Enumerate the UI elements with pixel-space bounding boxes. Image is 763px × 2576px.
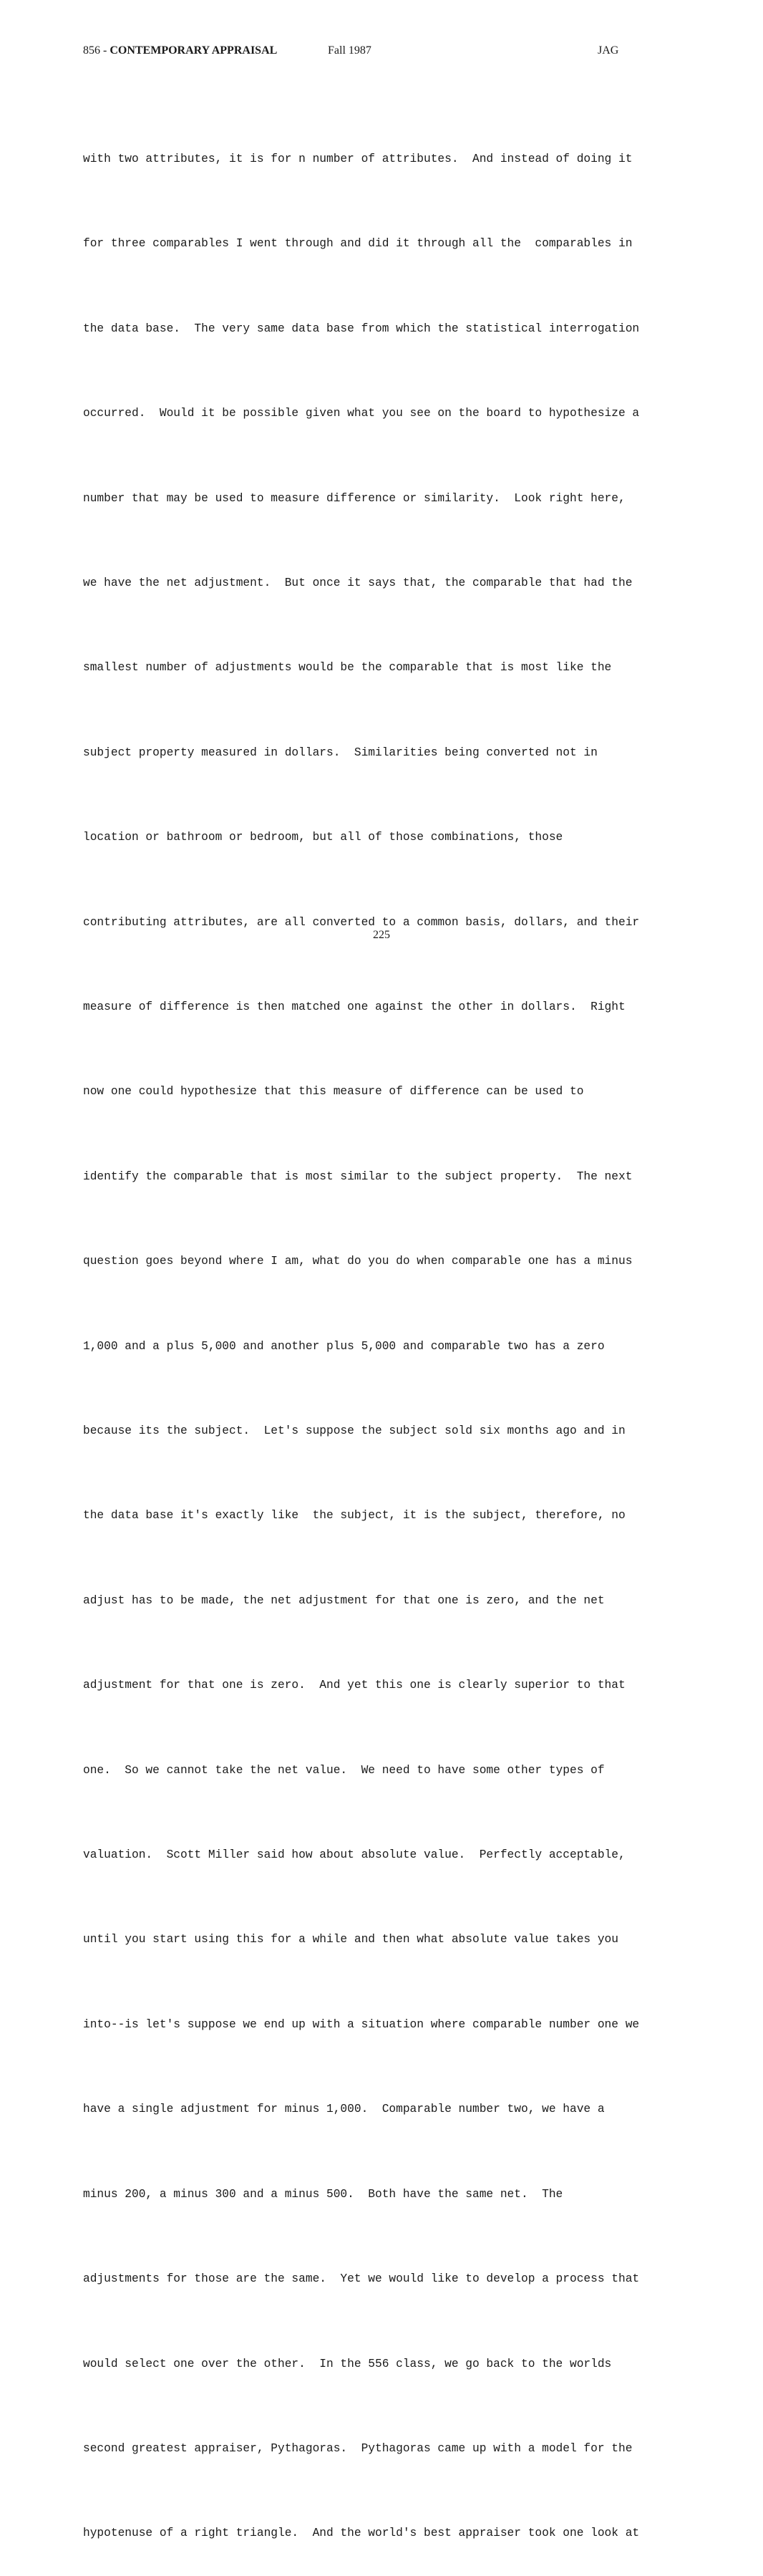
body-line: number that may be used to measure difference or similarity. Look right here, xyxy=(83,491,626,505)
body-line: now one could hypothesize that this measure of difference can be used to xyxy=(83,1085,584,1099)
body-line: hypotenuse of a right triangle. And the world's best appraiser took one look at xyxy=(83,2527,640,2540)
body-line: identify the comparable that is most similar to the subject property. The next xyxy=(83,1169,633,1183)
page-header xyxy=(83,44,627,60)
course-heading xyxy=(83,44,277,57)
body-line: subject property measured in dollars. Similarities being converted not in xyxy=(83,746,598,759)
transcript-body xyxy=(83,89,713,2576)
body-line: valuation. Scott Miller said how about absolute value. Perfectly acceptable, xyxy=(83,1848,626,1862)
body-line: adjustment for that one is zero. And yet this one is clearly superior to that xyxy=(83,1679,626,1692)
body-line: we have the net adjustment. But once it says that, the comparable that had the xyxy=(83,576,633,589)
body-line: because its the subject. Let's suppose the subject sold six months ago and in xyxy=(83,1424,626,1438)
body-line: the data base it's exactly like the subject, it is the subject, therefore, no xyxy=(83,1509,626,1523)
body-line: one. So we cannot take the net value. We need to have some other types of xyxy=(83,1763,605,1777)
body-line: contributing attributes, are all converted to a common basis, dollars, and their xyxy=(83,915,640,929)
body-line: smallest number of adjustments would be the comparable that is most like the xyxy=(83,661,612,675)
body-line: would select one over the other. In the 556 class, we go back to the worlds xyxy=(83,2357,612,2370)
body-line: occurred. Would it be possible given what you see on the board to hypothesize a xyxy=(83,407,640,420)
course-number: 856 - xyxy=(83,44,110,57)
body-line: for three comparables I went through and did it through all the comparables in xyxy=(83,237,633,251)
page-number: 225 xyxy=(373,929,390,941)
body-line: with two attributes, it is for n number of attributes. And instead of doing it xyxy=(83,152,633,165)
body-line: have a single adjustment for minus 1,000. Comparable number two, we have a xyxy=(83,2103,605,2116)
body-line: until you start using this for a while and then what absolute value takes you xyxy=(83,1933,618,1947)
body-line: second greatest appraiser, Pythagoras. Pythagoras came up with a model for the xyxy=(83,2441,633,2455)
body-line: 1,000 and a plus 5,000 and another plus 5,000 and comparable two has a zero xyxy=(83,1339,605,1353)
body-line: the data base. The very same data base from which the statistical interrogation xyxy=(83,322,640,335)
body-line: location or bathroom or bedroom, but all of those combinations, those xyxy=(83,831,563,844)
body-line: adjust has to be made, the net adjustment for that one is zero, and the net xyxy=(83,1593,605,1607)
body-line: minus 200, a minus 300 and a minus 500. Both have the same net. The xyxy=(83,2187,563,2201)
author-initials: JAG xyxy=(598,44,619,57)
body-line: adjustments for those are the same. Yet we would like to develop a process that xyxy=(83,2272,640,2286)
term-label: Fall 1987 xyxy=(328,44,371,57)
course-title: CONTEMPORARY APPRAISAL xyxy=(110,44,278,57)
body-line: question goes beyond where I am, what do you do when comparable one has a minus xyxy=(83,1255,633,1268)
body-line: measure of difference is then matched one against the other in dollars. Right xyxy=(83,1000,626,1013)
body-line: into--is let's suppose we end up with a situation where comparable number one we xyxy=(83,2017,640,2031)
